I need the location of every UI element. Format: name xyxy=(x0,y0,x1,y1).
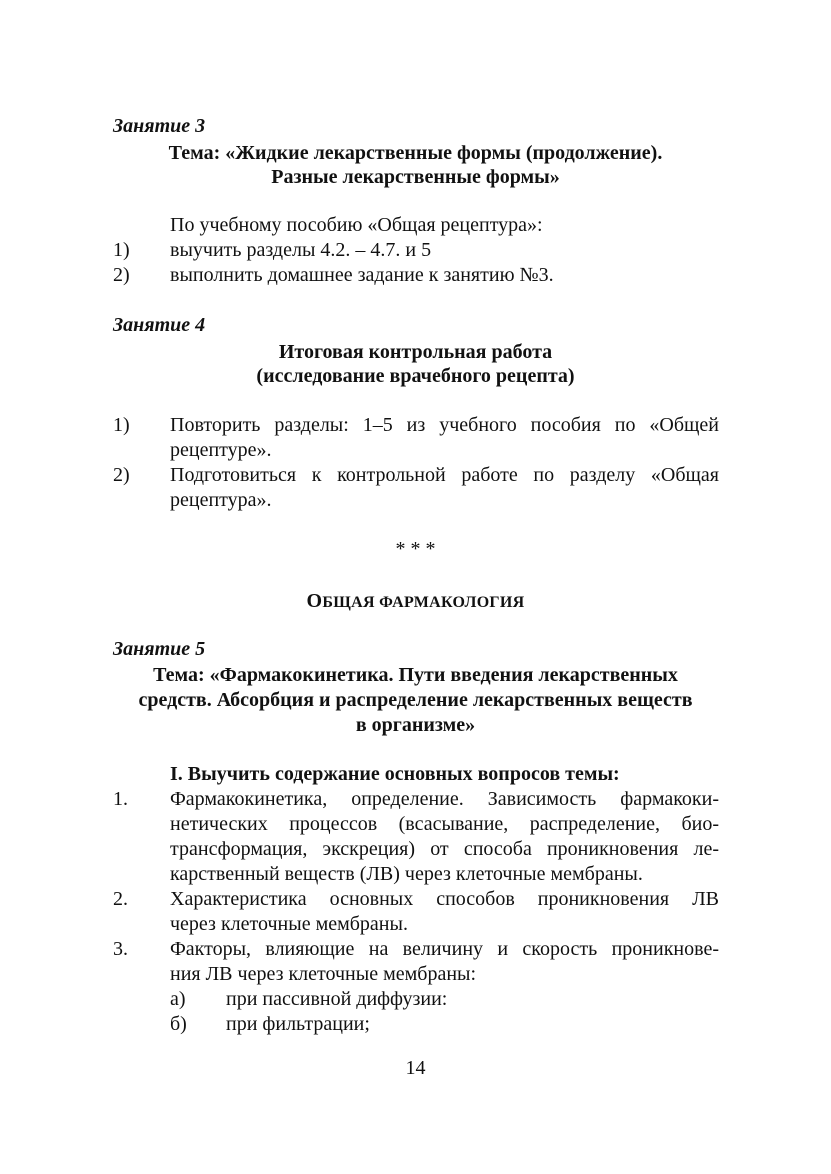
lesson-5-subheading: I. Выучить содержание основных вопросов темы: xyxy=(170,763,620,785)
list-item-text: Повторить разделы: 1–5 из учебного пособия по «Общей xyxy=(170,414,719,436)
lesson-5-label: Занятие 5 xyxy=(113,638,206,660)
sublist-item-text: при пассивной диффузии: xyxy=(226,988,448,1010)
list-item-number: 1) xyxy=(113,414,130,436)
lesson-3-intro: По учебному пособию «Общая рецептура»: xyxy=(170,214,543,236)
list-item-text-continued: нетических процессов (всасывание, распределение, био- xyxy=(170,813,719,835)
section-heading xyxy=(0,589,831,615)
lesson-5-title-line-2: средств. Абсорбция и распределение лекарственных веществ xyxy=(138,689,693,711)
list-item-text-continued: ния ЛВ через клеточные мембраны: xyxy=(170,963,477,985)
list-item-text-continued: карственный веществ (ЛВ) через клеточные мембраны. xyxy=(170,863,643,885)
lesson-4-title-line-1: Итоговая контрольная работа xyxy=(278,341,553,363)
section-heading-rest: БЩАЯ ФАРМАКОЛОГИЯ xyxy=(322,594,525,611)
lesson-3-title-line-2: Разные лекарственные формы» xyxy=(271,166,560,188)
list-item-text-continued: рецептуре». xyxy=(170,439,272,461)
section-heading-initial: О xyxy=(306,590,323,612)
list-item-text-continued: рецептура». xyxy=(170,489,272,511)
page-number: 14 xyxy=(405,1057,426,1079)
list-item-text: Характеристика основных способов проникновения ЛВ xyxy=(170,888,719,910)
list-item-text: Фармакокинетика, определение. Зависимость фармакоки- xyxy=(170,788,719,810)
list-item-number: 2. xyxy=(113,888,128,910)
list-item-text: Факторы, влияющие на величину и скорость проникнове- xyxy=(170,938,719,960)
lesson-4-title-line-2: (исследование врачебного рецепта) xyxy=(256,365,575,387)
lesson-3-title-line-1: Тема: «Жидкие лекарственные формы (продолжение). xyxy=(168,142,663,164)
lesson-5-title-line-3: в организме» xyxy=(355,714,476,736)
sublist-item-text: при фильтрации; xyxy=(226,1013,370,1035)
list-item-number: 2) xyxy=(113,464,130,486)
sublist-item-letter: а) xyxy=(170,988,186,1010)
lesson-5-title-line-1: Тема: «Фармакокинетика. Пути введения лекарственных xyxy=(153,664,678,686)
list-item-number: 1) xyxy=(113,239,130,261)
section-separator: * * * xyxy=(395,538,436,560)
list-item-number: 2) xyxy=(113,264,130,286)
list-item-number: 1. xyxy=(113,788,128,810)
list-item-text: Подготовиться к контрольной работе по разделу «Общая xyxy=(170,464,719,486)
list-item-text-continued: трансформация, экскреция) от способа проникновения ле- xyxy=(170,838,719,860)
sublist-item-letter: б) xyxy=(170,1013,187,1035)
list-item-text-continued: через клеточные мембраны. xyxy=(170,913,408,935)
list-item-text: выучить разделы 4.2. – 4.7. и 5 xyxy=(170,239,432,261)
list-item-number: 3. xyxy=(113,938,128,960)
lesson-4-label: Занятие 4 xyxy=(113,314,206,336)
lesson-3-label: Занятие 3 xyxy=(113,115,206,137)
list-item-text: выполнить домашнее задание к занятию №3. xyxy=(170,264,554,286)
